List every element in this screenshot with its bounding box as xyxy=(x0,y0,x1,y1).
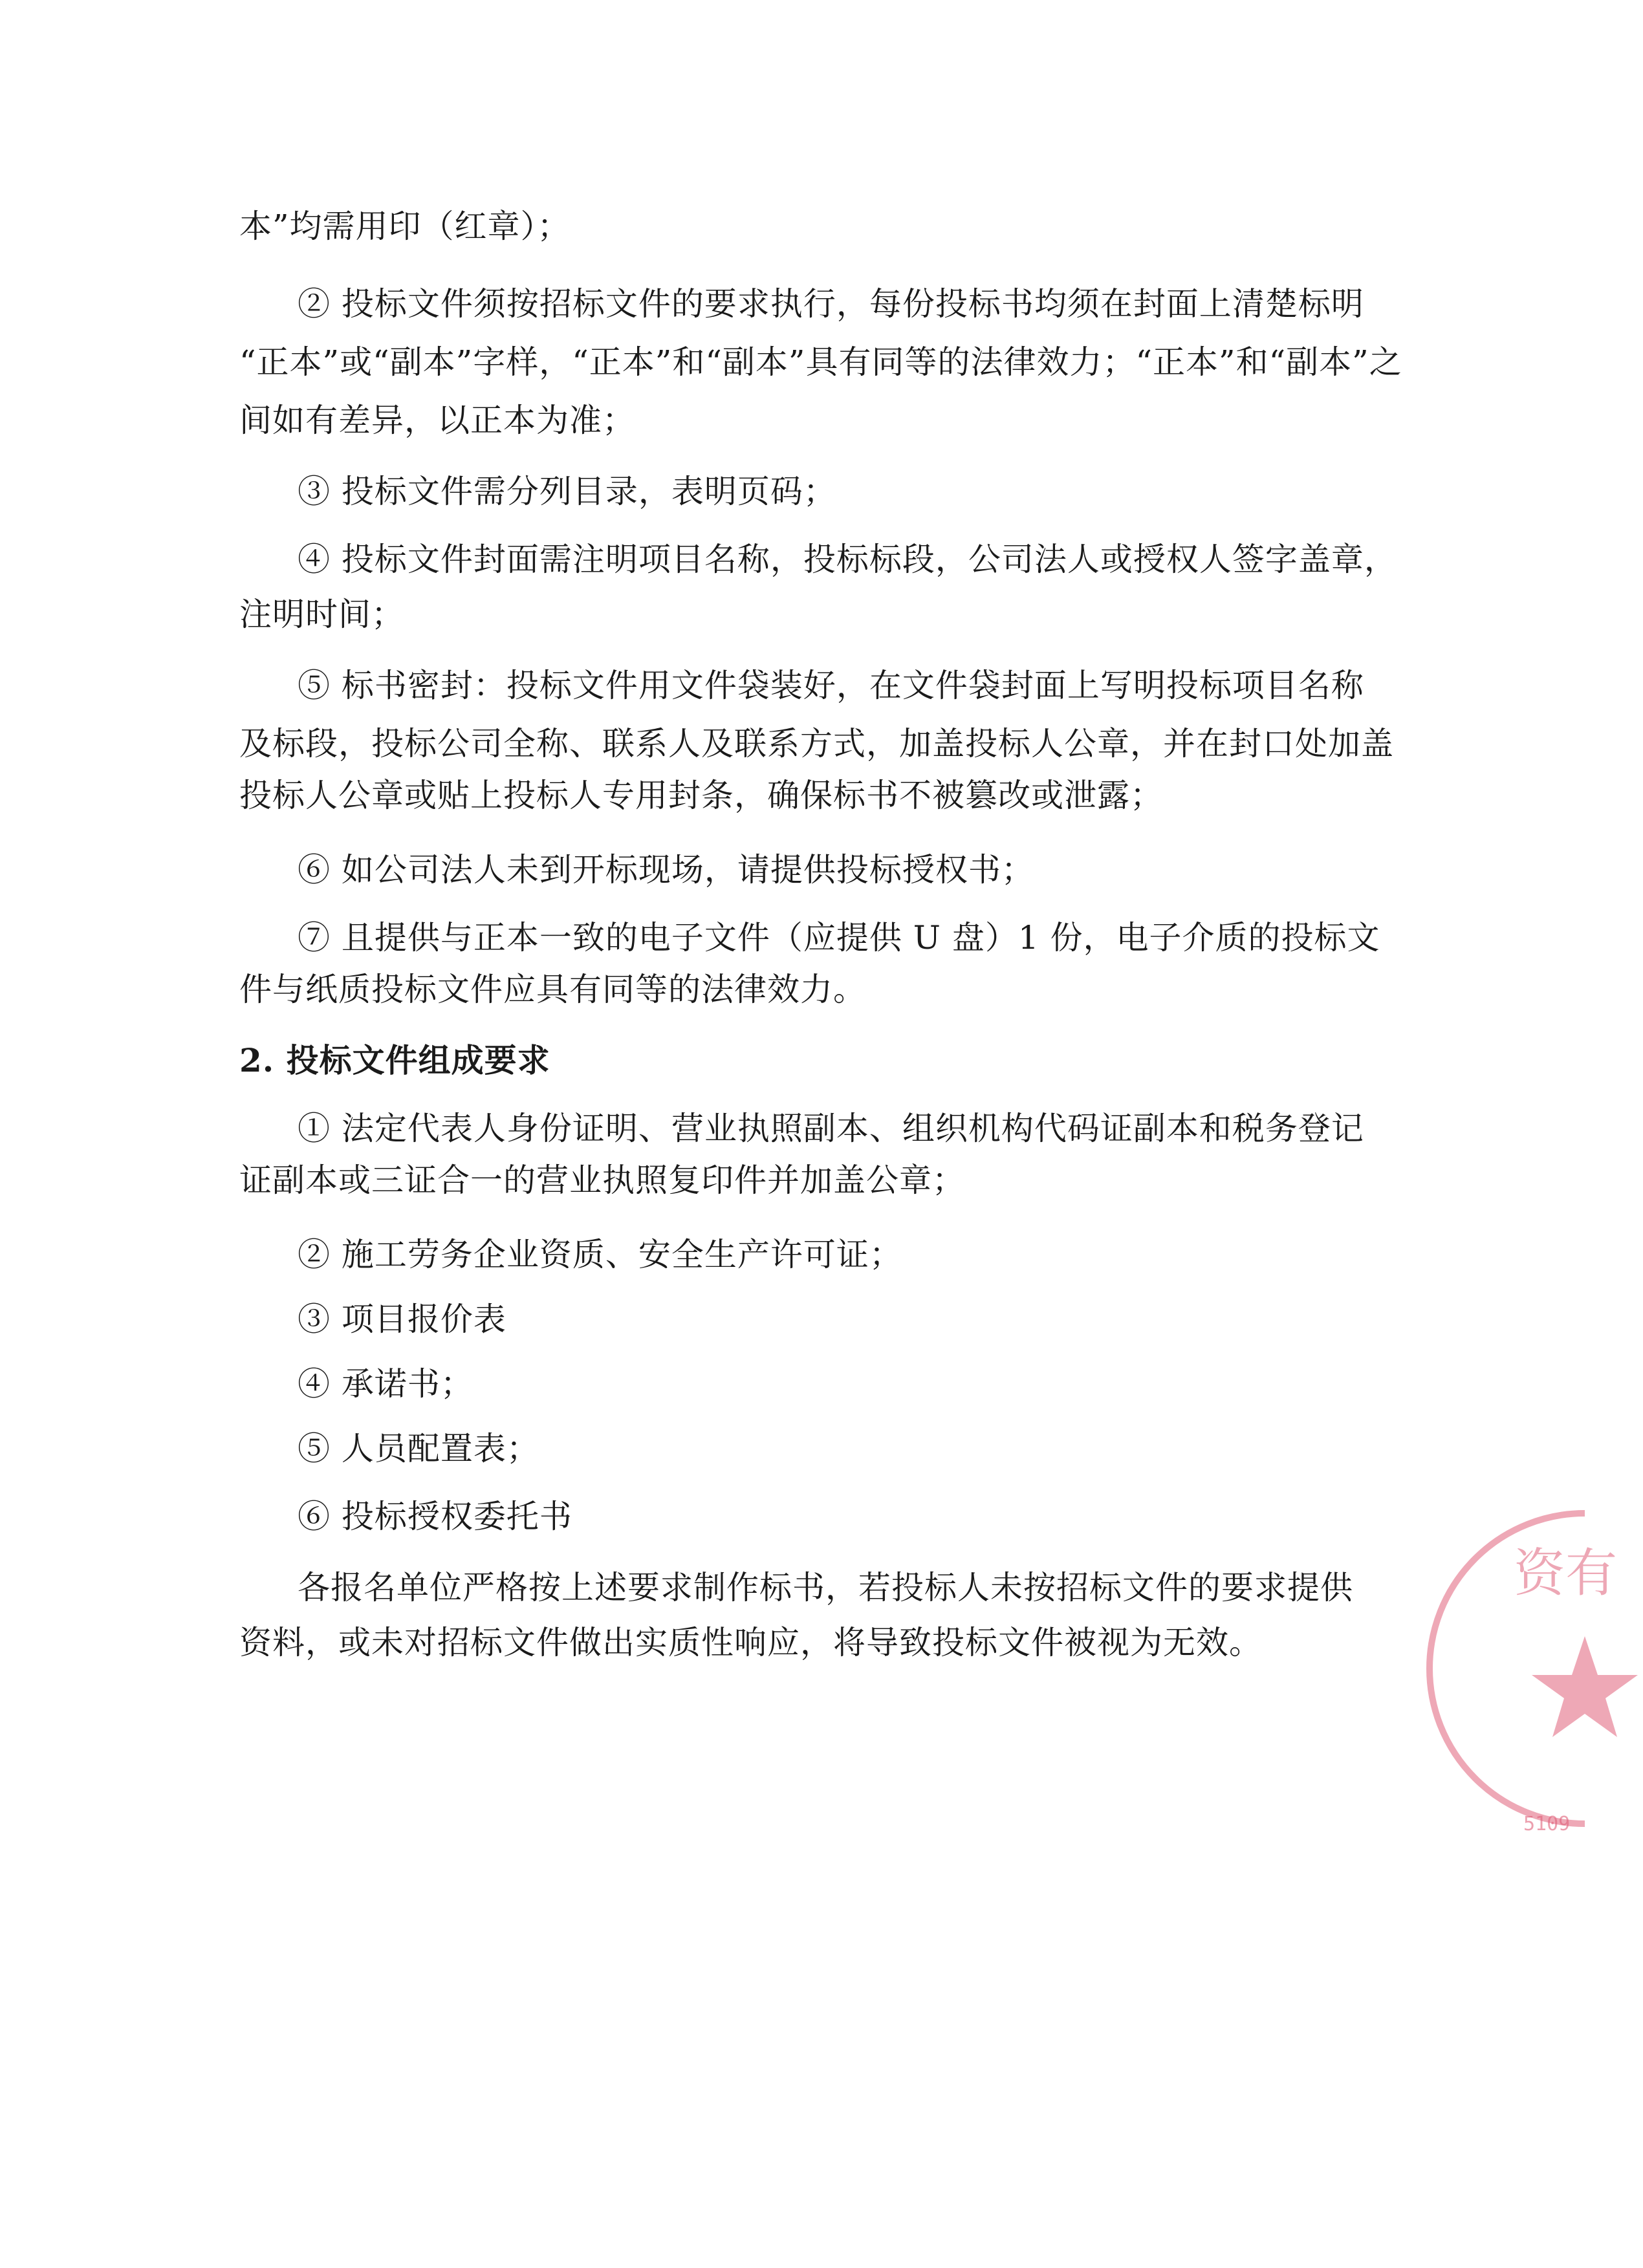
text-line-16: 证副本或三证合一的营业执照复印件并加盖公章； xyxy=(239,1161,965,1199)
text-line-11: ⑥ 如公司法人未到开标现场，请提供投标授权书； xyxy=(298,851,1034,889)
text-line-3: “正本”或“副本”字样，“正本”和“副本”具有同等的法律效力；“正本”和“副本”之 xyxy=(239,343,1402,381)
text-line-6: ④ 投标文件封面需注明项目名称，投标标段，公司法人或授权人签字盖章， xyxy=(298,541,1397,578)
section-heading: 2. 投标文件组成要求 xyxy=(239,1041,550,1079)
text-line-13: 件与纸质投标文件应具有同等的法律效力。 xyxy=(239,971,866,1008)
text-line-18: ③ 项目报价表 xyxy=(298,1301,506,1338)
text-line-1: 本”均需用印（红章）； xyxy=(239,208,571,245)
text-line-19: ④ 承诺书； xyxy=(298,1365,473,1403)
company-seal-stamp xyxy=(1488,1487,1643,1850)
text-line-5: ③ 投标文件需分列目录，表明页码； xyxy=(298,473,836,510)
text-line-7: 注明时间； xyxy=(239,596,404,633)
star-icon xyxy=(1532,1636,1638,1737)
text-line-20: ⑤ 人员配置表； xyxy=(298,1430,539,1467)
seal-text-top: 资有 xyxy=(1514,1543,1617,1603)
text-line-17: ② 施工劳务企业资质、安全生产许可证； xyxy=(298,1236,902,1273)
text-line-2: ② 投标文件须按招标文件的要求执行，每份投标书均须在封面上清楚标明 xyxy=(298,285,1364,323)
text-line-23: 资料，或未对招标文件做出实质性响应，将导致投标文件被视为无效。 xyxy=(239,1624,1262,1661)
text-line-21: ⑥ 投标授权委托书 xyxy=(298,1498,572,1535)
seal-text-bottom: 5109 xyxy=(1523,1813,1571,1835)
text-line-10: 投标人公章或贴上投标人专用封条，确保标书不被篡改或泄露； xyxy=(239,777,1163,814)
text-line-9: 及标段，投标公司全称、联系人及联系方式，加盖投标人公章，并在封口处加盖 xyxy=(239,725,1394,762)
text-line-15: ① 法定代表人身份证明、营业执照副本、组织机构代码证副本和税务登记 xyxy=(298,1110,1364,1147)
text-line-22: 各报名单位严格按上述要求制作标书，若投标人未按招标文件的要求提供 xyxy=(298,1569,1353,1606)
text-line-4: 间如有差异，以正本为准； xyxy=(239,402,635,439)
text-line-8: ⑤ 标书密封：投标文件用文件袋装好，在文件袋封面上写明投标项目名称 xyxy=(298,667,1364,704)
text-line-12: ⑦ 且提供与正本一致的电子文件（应提供 U 盘）1 份，电子介质的投标文 xyxy=(298,919,1380,956)
